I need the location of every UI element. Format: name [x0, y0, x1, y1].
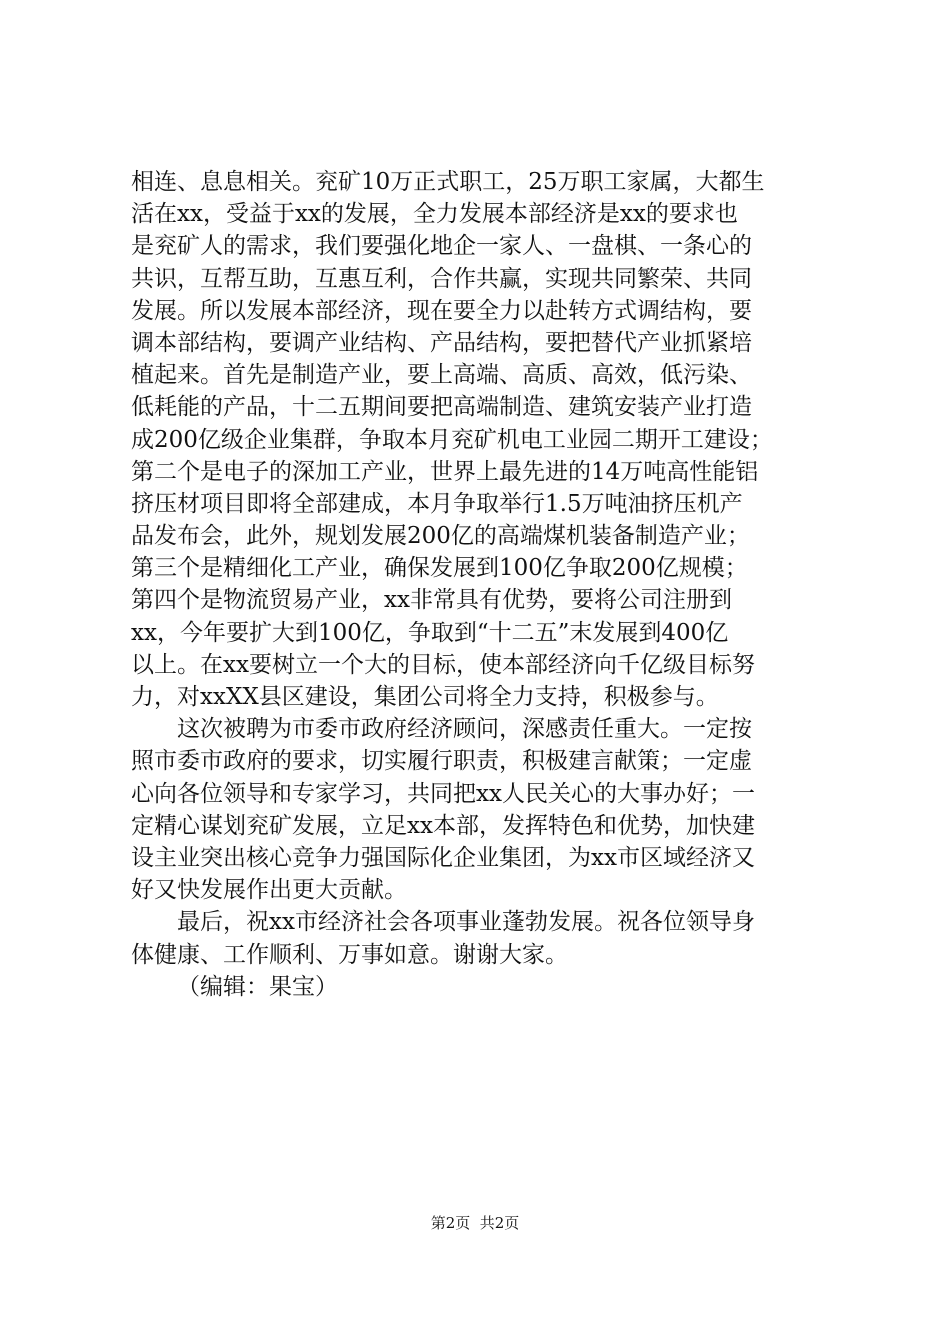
text-line: 共识，互帮互助，互惠互利，合作共赢，实现共同繁荣、共同 — [131, 265, 752, 292]
text-line: 活在xx，受益于xx的发展，全力发展本部经济是xx的要求也 — [131, 201, 738, 228]
text-line: xx，今年要扩大到100亿，争取到“十二五”末发展到400亿 — [131, 619, 729, 646]
text-line: 心向各位领导和专家学习，共同把xx人民关心的大事办好；一 — [131, 780, 755, 807]
text-line: 调本部结构，要调产业结构、产品结构，要把替代产业抓紧培 — [131, 329, 752, 356]
text-line: 发展。所以发展本部经济，现在要全力以赴转方式调结构，要 — [131, 297, 752, 324]
text-line: 定精心谋划兖矿发展，立足xx本部，发挥特色和优势，加快建 — [131, 812, 755, 839]
text-line: 力，对xxXX县区建设，集团公司将全力支持，积极参与。 — [131, 684, 719, 710]
text-line: 成200亿级企业集群，争取本月兖矿机电工业园二期开工建设； — [131, 426, 773, 453]
text-line: 品发布会，此外，规划发展200亿的高端煤机装备制造产业； — [131, 523, 750, 550]
text-line: 第二个是电子的深加工产业，世界上最先进的14万吨高性能铝 — [131, 458, 759, 485]
text-line: 植起来。首先是制造产业，要上高端、高质、高效，低污染、 — [131, 362, 752, 389]
text-line: 好又快发展作出更大贡献。 — [131, 877, 407, 904]
document-body — [131, 166, 823, 1003]
editor-credit: （编辑：果宝） — [177, 973, 338, 1000]
text-line: 第四个是物流贸易产业，xx非常具有优势，要将公司注册到 — [131, 587, 732, 614]
text-line: 是兖矿人的需求，我们要强化地企一家人、一盘棋、一条心的 — [131, 233, 752, 260]
paragraph-first-line: 这次被聘为市委市政府经济顾问，深感责任重大。一定按 — [177, 716, 752, 743]
paragraph-first-line: 最后，祝xx市经济社会各项事业蓬勃发展。祝各位领导身 — [177, 909, 755, 936]
text-line: 第三个是精细化工产业，确保发展到100亿争取200亿规模； — [131, 555, 748, 582]
text-line: 以上。在xx要树立一个大的目标，使本部经济向千亿级目标努 — [131, 651, 755, 678]
text-line: 照市委市政府的要求，切实履行职责，积极建言献策；一定虚 — [131, 748, 752, 775]
text-line: 相连、息息相关。兖矿10万正式职工，25万职工家属，大都生 — [131, 169, 765, 195]
text-line: 体健康、工作顺利、万事如意。谢谢大家。 — [131, 941, 568, 968]
page-number-footer: 第2页 共2页 — [430, 1214, 520, 1232]
text-line: 挤压材项目即将全部建成，本月争取举行1.5万吨油挤压机产 — [131, 490, 743, 517]
text-line: 设主业突出核心竞争力强国际化企业集团，为xx市区域经济又 — [131, 844, 755, 871]
text-line: 低耗能的产品，十二五期间要把高端制造、建筑安装产业打造 — [131, 394, 752, 421]
